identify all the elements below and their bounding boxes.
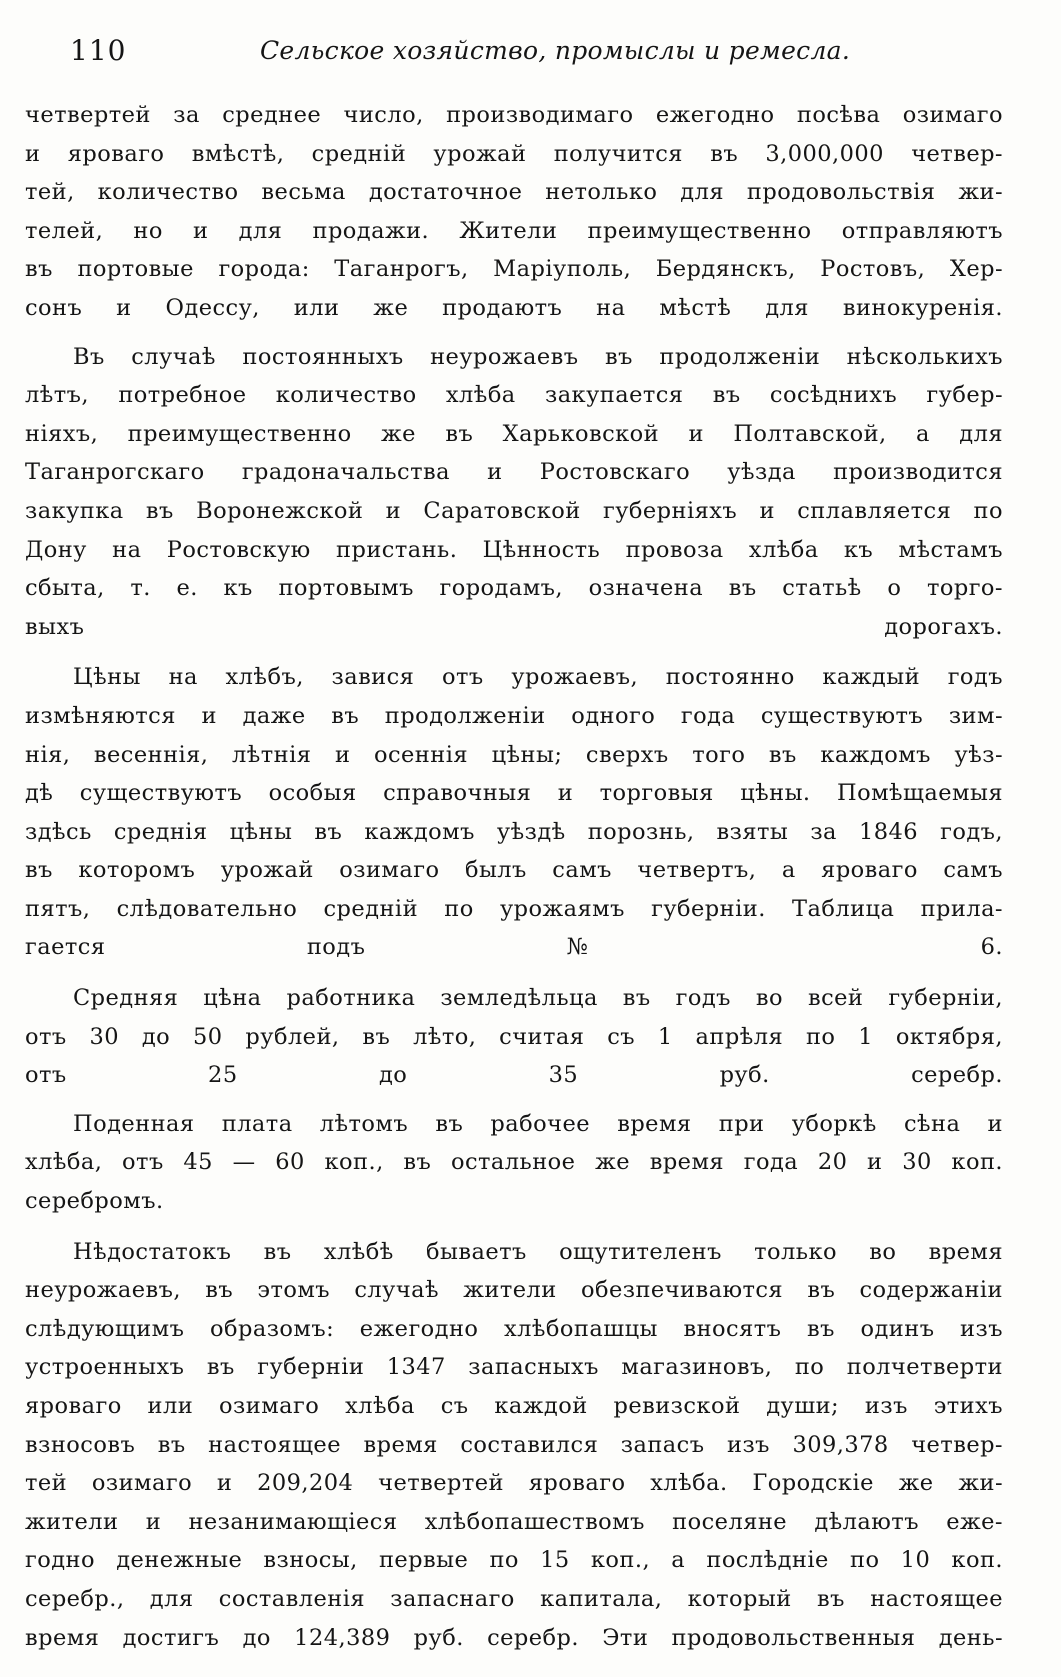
text-line: Нѣдостатокъ въ хлѣбѣ бываетъ ощутителенъ только во время [73,1238,1003,1265]
text-line: Дону на Ростовскую пристань. Цѣнность провоза хлѣба къ мѣстамъ [25,536,1003,563]
text-line: неурожаевъ, въ этомъ случаѣ жители обезпечиваются въ содержаніи [25,1277,1003,1304]
text-line: Средняя цѣна работника земледѣльца въ годъ во всей губерніи, [73,985,1003,1012]
page-number: 110 [70,34,127,67]
text-line: Поденная плата лѣтомъ въ рабочее время при уборкѣ сѣна и [73,1110,1003,1137]
text-line: дѣ существуютъ особыя справочныя и торговыя цѣны. Помѣщаемыя [25,780,1003,807]
text-line: сбыта, т. е. къ портовымъ городамъ, означена въ статьѣ о торго- [25,575,1003,602]
text-line: отъ 25 до 35 руб. серебр. [25,1062,1003,1089]
text-line: нія, весеннія, лѣтнія и осеннія цѣны; сверхъ того въ каждомъ уѣз- [25,741,1003,768]
text-line: тей, количество весьма достаточное нетолько для продовольствія жи- [25,179,1003,206]
text-line: ніяхъ, преимущественно же въ Харьковской и Полтавской, а для [25,420,1003,447]
text-line: Цѣны на хлѣбъ, завися отъ урожаевъ, постоянно каждый годъ [73,664,1003,691]
body-text [25,96,1003,1657]
text-line: пятъ, слѣдовательно средній по урожаямъ губерніи. Таблица прила- [25,895,1003,922]
paragraph-2 [25,338,1003,647]
paragraph-1 [25,96,1003,328]
paragraph-3 [25,658,1003,967]
text-line: измѣняются и даже въ продолженіи одного года существуютъ зим- [25,702,1003,729]
text-line: здѣсь среднія цѣны въ каждомъ уѣздѣ порознь, взяты за 1846 годъ, [25,818,1003,845]
text-line: четвертей за среднее число, производимаго ежегодно посѣва озимаго [25,102,1003,128]
text-line: яроваго или озимаго хлѣба съ каждой ревизской души; изъ этихъ [25,1393,1003,1419]
text-line: тей озимаго и 209,204 четвертей яроваго хлѣба. Городскіе же жи- [25,1470,1003,1497]
text-line: выхъ дорогахъ. [25,613,1003,640]
text-line: гается подъ № 6. [25,934,1003,961]
page-header [70,34,1010,76]
text-line: сонъ и Одессу, или же продаютъ на мѣстѣ для винокуренія. [25,294,1003,321]
running-title: Сельское хозяйство, промыслы и ремесла. [260,36,851,65]
paragraph-5 [25,1105,1003,1221]
text-line: лѣтъ, потребное количество хлѣба закупается въ сосѣднихъ губер- [25,382,1003,409]
text-line: серебр., для составленія запаснаго капитала, который въ настоящее [25,1585,1003,1612]
text-line: Въ случаѣ постоянныхъ неурожаевъ въ продолженіи нѣсколькихъ [73,343,1003,370]
text-line: и яроваго вмѣстѣ, средній урожай получится въ 3,000,000 четвер- [25,140,1003,167]
text-line: въ портовые города: Таганрогъ, Маріуполь, Бердянскъ, Ростовъ, Хер- [25,256,1003,283]
text-line: устроенныхъ въ губерніи 1347 запасныхъ магазиновъ, по полчетверти [25,1354,1003,1381]
text-line: взносовъ въ настоящее время составился запасъ изъ 309,378 четвер- [25,1431,1003,1458]
text-line: закупка въ Воронежской и Саратовской губерніяхъ и сплавляется по [25,497,1003,524]
paragraph-6 [25,1233,1003,1658]
text-line: Таганрогскаго градоначальства и Ростовскаго уѣзда производится [25,459,1003,486]
text-line: жители и незанимающіеся хлѣбопашествомъ поселяне дѣлаютъ еже- [25,1508,1003,1535]
text-line: хлѣба, отъ 45 — 60 коп., въ остальное же время года 20 и 30 коп. [25,1149,1003,1176]
text-line: серебромъ. [25,1188,164,1215]
text-line: слѣдующимъ образомъ: ежегодно хлѣбопашцы вносятъ въ одинъ изъ [25,1315,1003,1342]
text-line: телей, но и для продажи. Жители преимущественно отправляютъ [25,217,1003,244]
text-line: годно денежные взносы, первые по 15 коп., а послѣдніе по 10 коп. [25,1547,1003,1574]
text-line: отъ 30 до 50 рублей, въ лѣто, считая съ 1 апрѣля по 1 октября, [25,1023,1003,1050]
text-line: въ которомъ урожай озимаго былъ самъ четвертъ, а яроваго самъ [25,857,1003,884]
paragraph-4 [25,979,1003,1095]
text-line: время достигъ до 124,389 руб. серебр. Эти продовольственныя день- [25,1624,1003,1651]
